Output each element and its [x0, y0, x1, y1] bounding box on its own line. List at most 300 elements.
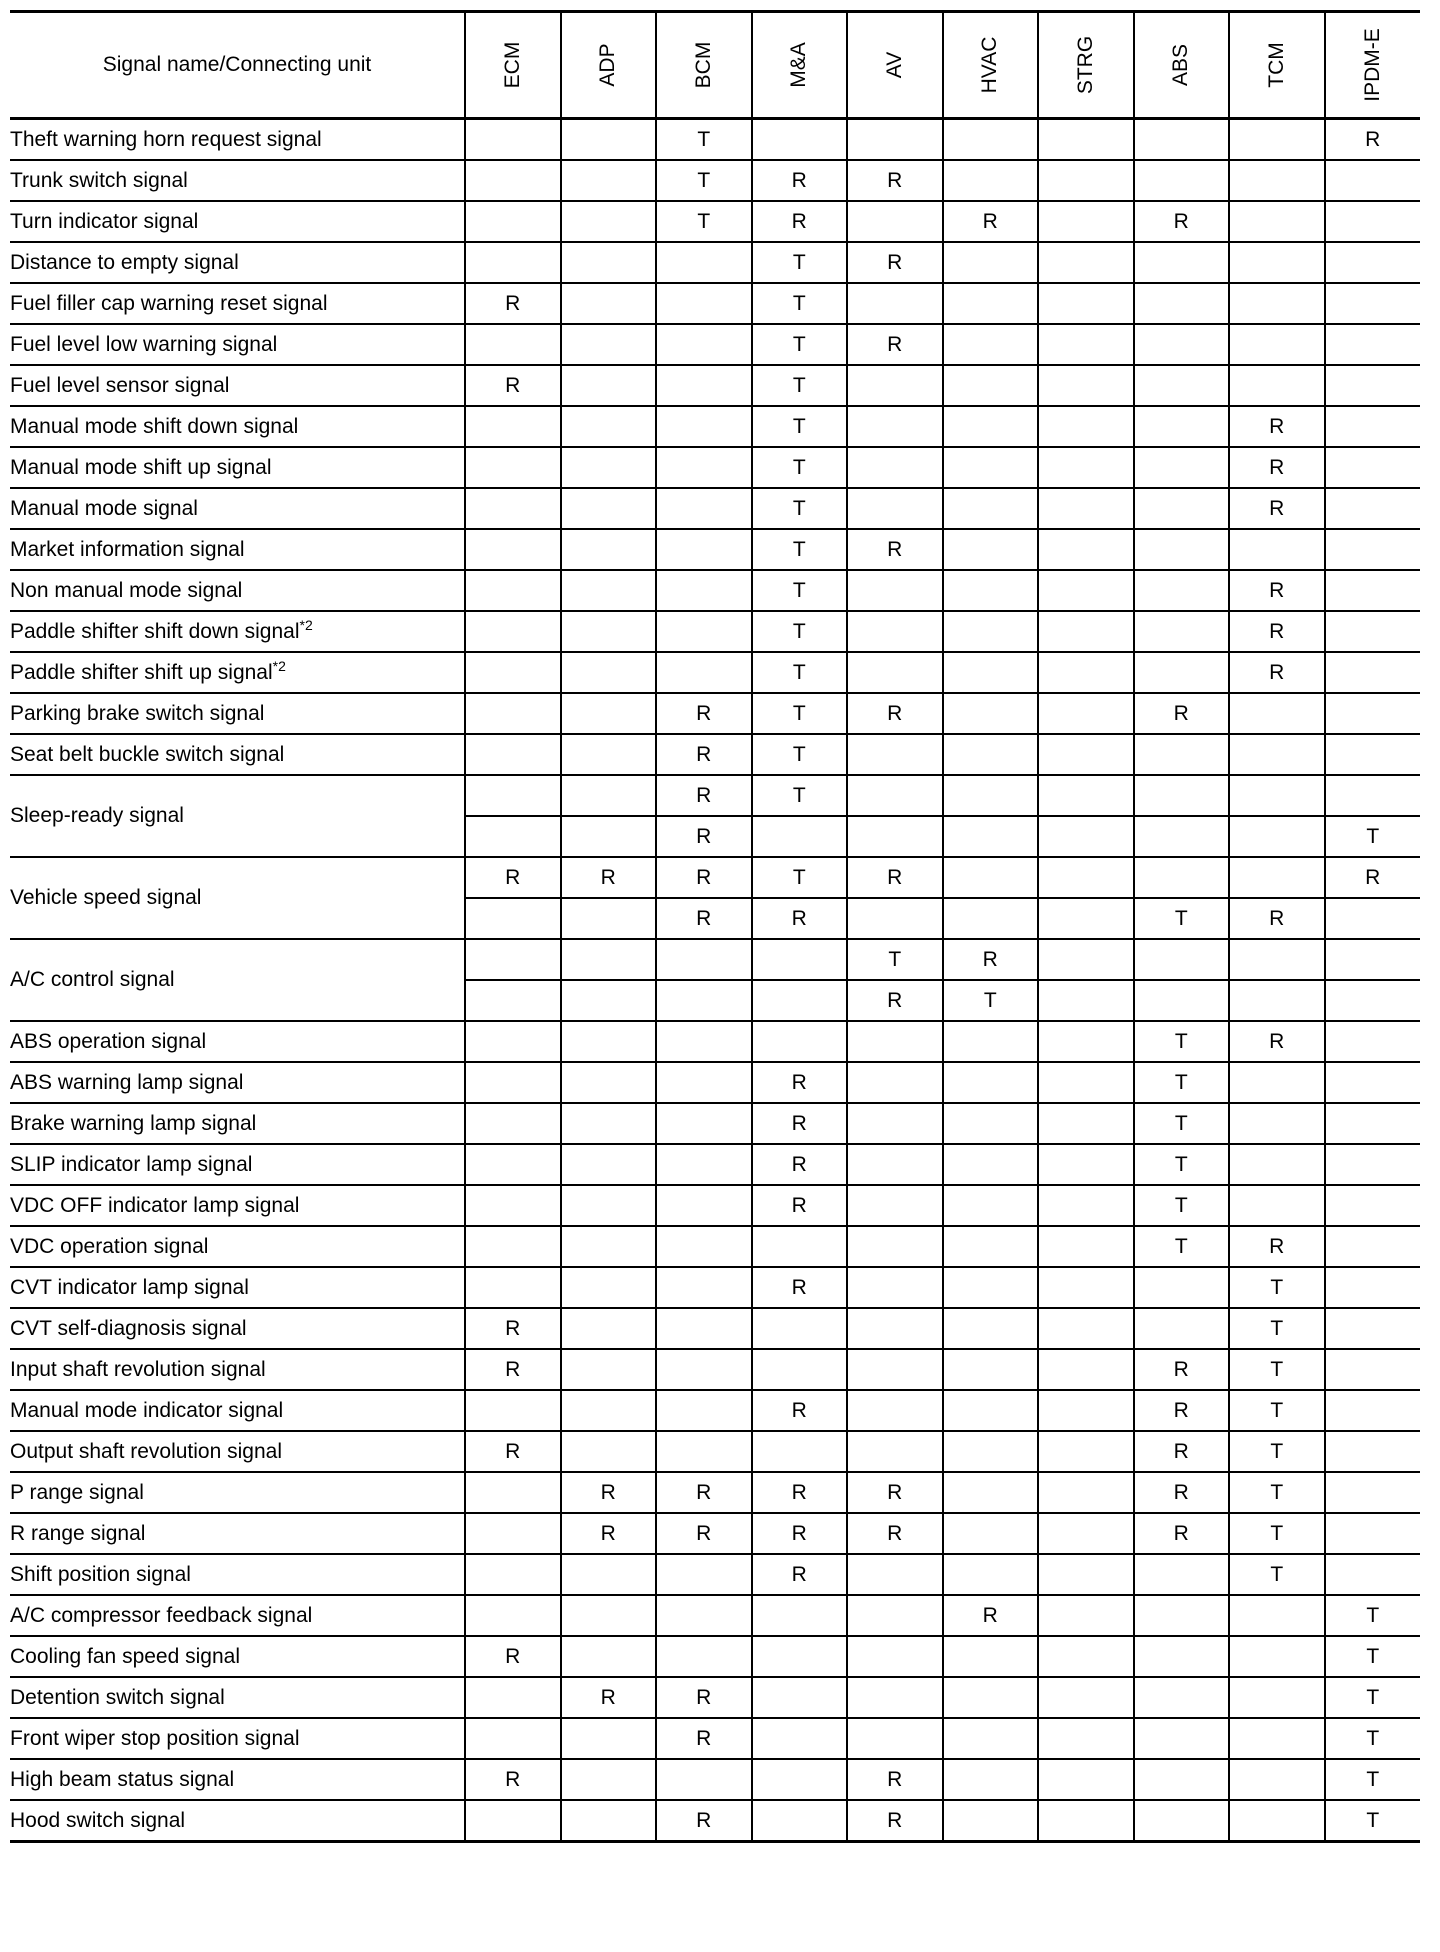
- signal-unit-cell: R: [752, 201, 848, 242]
- signal-unit-cell: [847, 447, 943, 488]
- signal-unit-cell: [1325, 980, 1421, 1021]
- signal-unit-cell: [465, 611, 561, 652]
- signal-unit-cell: R: [752, 898, 848, 939]
- signal-unit-cell: R: [847, 160, 943, 201]
- signal-unit-cell: [1038, 1390, 1134, 1431]
- table-row: [10, 529, 1420, 570]
- table-row: [10, 1759, 1420, 1800]
- signal-name: Shift position signal: [10, 1562, 191, 1586]
- signal-name: CVT indicator lamp signal: [10, 1275, 249, 1299]
- signal-unit-cell: [1325, 1185, 1421, 1226]
- signal-unit-cell: [561, 939, 657, 980]
- signal-unit-cell: [465, 1185, 561, 1226]
- table-row: [10, 242, 1420, 283]
- signal-unit-cell: [656, 1021, 752, 1062]
- signal-unit-cell: [752, 1021, 848, 1062]
- signal-unit-cell: [561, 980, 657, 1021]
- signal-unit-cell: [1229, 1759, 1325, 1800]
- signal-name-cell: [10, 406, 465, 447]
- signal-unit-cell: T: [752, 365, 848, 406]
- signal-unit-cell: [561, 1390, 657, 1431]
- signal-unit-cell: [943, 1472, 1039, 1513]
- signal-unit-cell: [1325, 570, 1421, 611]
- signal-unit-cell: [1038, 1636, 1134, 1677]
- signal-name-cell: [10, 1431, 465, 1472]
- signal-unit-cell: T: [1325, 1595, 1421, 1636]
- signal-unit-cell: [656, 1144, 752, 1185]
- signal-unit-cell: [1229, 283, 1325, 324]
- signal-unit-cell: [1038, 1103, 1134, 1144]
- signal-unit-cell: R: [752, 1554, 848, 1595]
- signal-unit-cell: [1038, 242, 1134, 283]
- signal-unit-cell: R: [1134, 1390, 1230, 1431]
- signal-unit-cell: [943, 1431, 1039, 1472]
- signal-unit-cell: R: [847, 324, 943, 365]
- signal-name: Paddle shifter shift up signal: [10, 660, 273, 684]
- signal-unit-cell: [1038, 1677, 1134, 1718]
- signal-unit-cell: [656, 447, 752, 488]
- signal-unit-cell: R: [1134, 693, 1230, 734]
- signal-name-cell: [10, 1636, 465, 1677]
- signal-unit-cell: [1134, 1636, 1230, 1677]
- signal-unit-cell: [1134, 1800, 1230, 1842]
- signal-unit-cell: [1229, 529, 1325, 570]
- signal-unit-cell: [1134, 406, 1230, 447]
- signal-unit-cell: [465, 939, 561, 980]
- signal-unit-cell: [656, 1103, 752, 1144]
- signal-unit-cell: [1229, 1800, 1325, 1842]
- signal-unit-cell: [1229, 242, 1325, 283]
- signal-unit-cell: [1325, 488, 1421, 529]
- signal-unit-cell: [752, 1308, 848, 1349]
- signal-unit-cell: R: [1229, 898, 1325, 939]
- signal-unit-cell: R: [1229, 611, 1325, 652]
- signal-unit-cell: [561, 570, 657, 611]
- signal-unit-cell: R: [847, 1800, 943, 1842]
- signal-name: Front wiper stop position signal: [10, 1726, 300, 1750]
- signal-unit-cell: [847, 816, 943, 857]
- signal-unit-cell: [656, 1349, 752, 1390]
- signal-unit-cell: [465, 693, 561, 734]
- signal-unit-cell: [465, 1513, 561, 1554]
- signal-unit-cell: T: [752, 324, 848, 365]
- signal-unit-cell: R: [656, 693, 752, 734]
- signal-unit-cell: T: [1325, 1677, 1421, 1718]
- signal-unit-cell: [465, 201, 561, 242]
- signal-unit-cell: R: [847, 980, 943, 1021]
- signal-unit-cell: T: [752, 693, 848, 734]
- signal-unit-cell: [1229, 816, 1325, 857]
- signal-name-cell: [10, 365, 465, 406]
- signal-unit-cell: [752, 1226, 848, 1267]
- table-row: [10, 119, 1420, 161]
- signal-unit-cell: R: [943, 939, 1039, 980]
- signal-unit-cell: [1038, 160, 1134, 201]
- table-row: [10, 1185, 1420, 1226]
- signal-name: High beam status signal: [10, 1767, 235, 1791]
- signal-name: Sleep-ready signal: [10, 804, 184, 827]
- signal-unit-cell: [656, 1431, 752, 1472]
- signal-name: Paddle shifter shift down signal: [10, 619, 300, 643]
- signal-unit-cell: [656, 980, 752, 1021]
- signal-unit-cell: [561, 734, 657, 775]
- signal-name-cell: [10, 652, 465, 693]
- signal-unit-cell: [656, 1185, 752, 1226]
- signal-unit-cell: R: [656, 734, 752, 775]
- signal-unit-cell: [465, 1226, 561, 1267]
- signal-unit-cell: R: [656, 898, 752, 939]
- signal-name: Hood switch signal: [10, 1808, 186, 1832]
- unit-header-label: ADP: [596, 43, 620, 87]
- signal-unit-cell: [1038, 816, 1134, 857]
- signal-unit-cell: [656, 1554, 752, 1595]
- signal-unit-cell: [1229, 939, 1325, 980]
- signal-unit-cell: R: [752, 1267, 848, 1308]
- signal-unit-cell: [1229, 324, 1325, 365]
- signal-unit-cell: [847, 1103, 943, 1144]
- signal-unit-cell: [465, 1472, 561, 1513]
- signal-unit-cell: [1325, 734, 1421, 775]
- table-row: [10, 365, 1420, 406]
- signal-name: Turn indicator signal: [10, 209, 199, 233]
- signal-unit-cell: [465, 1677, 561, 1718]
- signal-unit-cell: [1134, 734, 1230, 775]
- signal-unit-cell: R: [656, 1718, 752, 1759]
- signal-unit-cell: [656, 1308, 752, 1349]
- signal-name: A/C control signal: [10, 968, 175, 991]
- table-row: [10, 201, 1420, 242]
- signal-unit-cell: [943, 1513, 1039, 1554]
- signal-unit-cell: R: [656, 857, 752, 898]
- table-row: [10, 693, 1420, 734]
- signal-unit-cell: [1325, 1554, 1421, 1595]
- signal-unit-cell: T: [1134, 1226, 1230, 1267]
- signal-unit-cell: [1134, 242, 1230, 283]
- signal-unit-cell: [465, 1390, 561, 1431]
- signal-unit-cell: [943, 1062, 1039, 1103]
- signal-name-cell: [10, 1513, 465, 1554]
- signal-unit-cell: [656, 529, 752, 570]
- signal-unit-cell: [561, 201, 657, 242]
- signal-unit-cell: R: [656, 1472, 752, 1513]
- signal-unit-cell: [1038, 1800, 1134, 1842]
- table-row: [10, 775, 1420, 816]
- signal-name-cell: [10, 570, 465, 611]
- signal-unit-cell: [561, 611, 657, 652]
- signal-unit-cell: [752, 1759, 848, 1800]
- signal-unit-cell: [656, 488, 752, 529]
- signal-unit-cell: [1325, 693, 1421, 734]
- signal-unit-cell: [656, 1759, 752, 1800]
- table-row: [10, 324, 1420, 365]
- table-row: [10, 1718, 1420, 1759]
- signal-unit-cell: R: [847, 1759, 943, 1800]
- signal-unit-cell: R: [1229, 1226, 1325, 1267]
- signal-unit-cell: R: [465, 1636, 561, 1677]
- signal-name-cell: [10, 857, 465, 939]
- signal-unit-cell: [561, 119, 657, 161]
- table-row: [10, 1472, 1420, 1513]
- signal-unit-cell: [561, 447, 657, 488]
- signal-unit-cell: [1229, 1718, 1325, 1759]
- signal-name-cell: [10, 1349, 465, 1390]
- signal-unit-cell: R: [847, 693, 943, 734]
- signal-unit-cell: R: [656, 775, 752, 816]
- unit-header-label: ECM: [500, 41, 524, 89]
- signal-unit-cell: R: [752, 1472, 848, 1513]
- signal-unit-cell: [1038, 611, 1134, 652]
- signal-unit-cell: R: [561, 1677, 657, 1718]
- signal-unit-cell: [1038, 980, 1134, 1021]
- unit-header-label: TCM: [1264, 42, 1288, 88]
- signal-unit-cell: [465, 242, 561, 283]
- table-row: [10, 1636, 1420, 1677]
- signal-unit-cell: [847, 1267, 943, 1308]
- table-row: [10, 160, 1420, 201]
- unit-header-hvac: [943, 12, 1039, 119]
- signal-unit-cell: R: [1134, 1513, 1230, 1554]
- signal-unit-cell: T: [656, 119, 752, 161]
- table-row: [10, 734, 1420, 775]
- signal-unit-cell: [1038, 1226, 1134, 1267]
- unit-header-ecm: [465, 12, 561, 119]
- signal-unit-cell: [1325, 611, 1421, 652]
- signal-unit-cell: [561, 1062, 657, 1103]
- footnote-marker: *2: [272, 657, 286, 674]
- table-row: [10, 611, 1420, 652]
- signal-name-cell: [10, 1267, 465, 1308]
- signal-unit-cell: [561, 652, 657, 693]
- table-row: [10, 1103, 1420, 1144]
- signal-unit-cell: [847, 1308, 943, 1349]
- signal-unit-cell: T: [1134, 1062, 1230, 1103]
- signal-name: Parking brake switch signal: [10, 701, 265, 725]
- signal-unit-cell: [943, 1185, 1039, 1226]
- signal-unit-cell: [752, 1677, 848, 1718]
- signal-unit-cell: [847, 1718, 943, 1759]
- signal-unit-cell: T: [1229, 1472, 1325, 1513]
- signal-unit-cell: [1038, 1021, 1134, 1062]
- signal-unit-cell: [465, 570, 561, 611]
- signal-unit-cell: [943, 570, 1039, 611]
- signal-unit-cell: [1038, 529, 1134, 570]
- signal-unit-cell: [561, 488, 657, 529]
- signal-name: Fuel filler cap warning reset signal: [10, 291, 328, 315]
- signal-unit-cell: T: [752, 734, 848, 775]
- signal-unit-cell: [847, 1636, 943, 1677]
- signal-name: Distance to empty signal: [10, 250, 239, 274]
- unit-header-label: M&A: [787, 42, 811, 88]
- signal-unit-cell: T: [752, 652, 848, 693]
- signal-unit-cell: [943, 1226, 1039, 1267]
- signal-unit-cell: R: [752, 1513, 848, 1554]
- signal-unit-cell: [465, 160, 561, 201]
- table-row: [10, 447, 1420, 488]
- signal-unit-cell: [1134, 529, 1230, 570]
- signal-unit-cell: T: [1229, 1513, 1325, 1554]
- signal-unit-cell: T: [1134, 1021, 1230, 1062]
- signal-unit-cell: T: [1229, 1308, 1325, 1349]
- signal-unit-cell: [1038, 324, 1134, 365]
- signal-unit-cell: [1038, 1595, 1134, 1636]
- signal-unit-cell: [1325, 898, 1421, 939]
- signal-unit-cell: [561, 1431, 657, 1472]
- signal-unit-cell: [847, 1185, 943, 1226]
- signal-unit-cell: R: [752, 1103, 848, 1144]
- signal-unit-cell: [847, 283, 943, 324]
- signal-name: Output shaft revolution signal: [10, 1439, 282, 1463]
- signal-unit-cell: T: [1325, 816, 1421, 857]
- signal-unit-cell: [1325, 1390, 1421, 1431]
- signal-unit-cell: [561, 1103, 657, 1144]
- signal-unit-cell: [656, 283, 752, 324]
- unit-header-label: HVAC: [978, 36, 1002, 94]
- signal-name: Trunk switch signal: [10, 168, 188, 192]
- signal-unit-cell: [561, 1718, 657, 1759]
- signal-unit-cell: [1038, 1267, 1134, 1308]
- table-row: [10, 1554, 1420, 1595]
- signal-unit-cell: [1229, 119, 1325, 161]
- signal-unit-cell: T: [752, 242, 848, 283]
- signal-unit-cell: R: [752, 1185, 848, 1226]
- signal-unit-cell: R: [465, 1759, 561, 1800]
- signal-unit-cell: [752, 119, 848, 161]
- signal-unit-cell: [752, 816, 848, 857]
- signal-unit-cell: [561, 816, 657, 857]
- signal-unit-cell: [943, 283, 1039, 324]
- signal-unit-cell: [943, 1800, 1039, 1842]
- signal-unit-cell: [752, 1595, 848, 1636]
- table-row: [10, 1513, 1420, 1554]
- signal-unit-cell: [1325, 283, 1421, 324]
- table-body: [10, 119, 1420, 1842]
- table-row: [10, 1062, 1420, 1103]
- signal-unit-cell: [656, 365, 752, 406]
- signal-unit-cell: [656, 611, 752, 652]
- signal-unit-cell: [1325, 324, 1421, 365]
- signal-unit-cell: [465, 816, 561, 857]
- signal-unit-cell: [465, 734, 561, 775]
- signal-unit-cell: [847, 488, 943, 529]
- signal-unit-cell: [847, 1021, 943, 1062]
- table-row: [10, 1144, 1420, 1185]
- signal-unit-cell: T: [1134, 1144, 1230, 1185]
- signal-unit-cell: [465, 529, 561, 570]
- signal-unit-cell: R: [465, 1349, 561, 1390]
- signal-unit-cell: T: [1134, 898, 1230, 939]
- signal-unit-cell: [1134, 324, 1230, 365]
- signal-unit-cell: T: [1134, 1185, 1230, 1226]
- signal-unit-cell: [656, 324, 752, 365]
- signal-name: Vehicle speed signal: [10, 886, 202, 909]
- signal-unit-cell: [465, 119, 561, 161]
- signal-unit-cell: [943, 1349, 1039, 1390]
- signal-unit-cell: [1038, 775, 1134, 816]
- signal-name: ABS warning lamp signal: [10, 1070, 244, 1094]
- signal-name: Cooling fan speed signal: [10, 1644, 240, 1668]
- signal-unit-cell: T: [1229, 1554, 1325, 1595]
- signal-unit-cell: [943, 447, 1039, 488]
- signal-name-cell: [10, 119, 465, 161]
- signal-unit-cell: [1325, 652, 1421, 693]
- signal-unit-cell: [1325, 242, 1421, 283]
- signal-unit-cell: R: [752, 1390, 848, 1431]
- signal-unit-cell: T: [752, 611, 848, 652]
- signal-name-cell: [10, 1021, 465, 1062]
- signal-unit-cell: [656, 652, 752, 693]
- signal-unit-cell: [752, 1636, 848, 1677]
- signal-name-cell: [10, 1472, 465, 1513]
- signal-unit-cell: R: [656, 1800, 752, 1842]
- signal-name: Detention switch signal: [10, 1685, 225, 1709]
- signal-unit-cell: [943, 857, 1039, 898]
- signal-unit-cell: [752, 1431, 848, 1472]
- signal-name: P range signal: [10, 1480, 144, 1504]
- signal-unit-cell: R: [752, 1144, 848, 1185]
- signal-unit-cell: [1325, 1431, 1421, 1472]
- table-row: [10, 652, 1420, 693]
- signal-unit-cell: [847, 734, 943, 775]
- signal-name: Market information signal: [10, 537, 245, 561]
- signal-unit-cell: [656, 1595, 752, 1636]
- signal-unit-cell: R: [1229, 652, 1325, 693]
- signal-name-cell: [10, 488, 465, 529]
- signal-unit-cell: [1038, 652, 1134, 693]
- signal-unit-cell: [465, 1554, 561, 1595]
- signal-unit-cell: [1038, 119, 1134, 161]
- signal-unit-cell: [1325, 1021, 1421, 1062]
- signal-unit-cell: T: [943, 980, 1039, 1021]
- signal-unit-cell: [1325, 1062, 1421, 1103]
- signal-unit-cell: [561, 1595, 657, 1636]
- signal-unit-cell: T: [1229, 1349, 1325, 1390]
- signal-unit-cell: [1038, 1554, 1134, 1595]
- signal-unit-cell: [943, 1718, 1039, 1759]
- signal-name-cell: [10, 242, 465, 283]
- signal-unit-cell: [465, 488, 561, 529]
- signal-name-cell: [10, 1759, 465, 1800]
- signal-name: Seat belt buckle switch signal: [10, 742, 285, 766]
- signal-unit-cell: [943, 734, 1039, 775]
- signal-unit-cell: R: [943, 1595, 1039, 1636]
- signal-unit-cell: [847, 898, 943, 939]
- signal-unit-cell: [656, 939, 752, 980]
- signal-unit-cell: [1229, 1595, 1325, 1636]
- signal-name-cell: [10, 1718, 465, 1759]
- signal-unit-cell: [1038, 1472, 1134, 1513]
- signal-unit-cell: [1134, 365, 1230, 406]
- unit-header-tcm: [1229, 12, 1325, 119]
- signal-unit-cell: [847, 1554, 943, 1595]
- signal-unit-cell: [1325, 939, 1421, 980]
- signal-name-cell: [10, 1677, 465, 1718]
- signal-unit-cell: [847, 1349, 943, 1390]
- signal-unit-cell: [465, 1144, 561, 1185]
- signal-unit-cell: [1038, 201, 1134, 242]
- signal-unit-cell: [561, 1308, 657, 1349]
- signal-unit-cell: T: [1229, 1267, 1325, 1308]
- signal-unit-cell: [656, 242, 752, 283]
- signal-unit-cell: [561, 1185, 657, 1226]
- signal-unit-cell: [1134, 816, 1230, 857]
- signal-unit-cell: [1134, 570, 1230, 611]
- signal-unit-cell: R: [465, 283, 561, 324]
- signal-unit-cell: [752, 939, 848, 980]
- signal-unit-cell: [943, 529, 1039, 570]
- signal-unit-cell: [847, 1390, 943, 1431]
- signal-unit-cell: R: [465, 1431, 561, 1472]
- signal-name: Manual mode shift down signal: [10, 414, 299, 438]
